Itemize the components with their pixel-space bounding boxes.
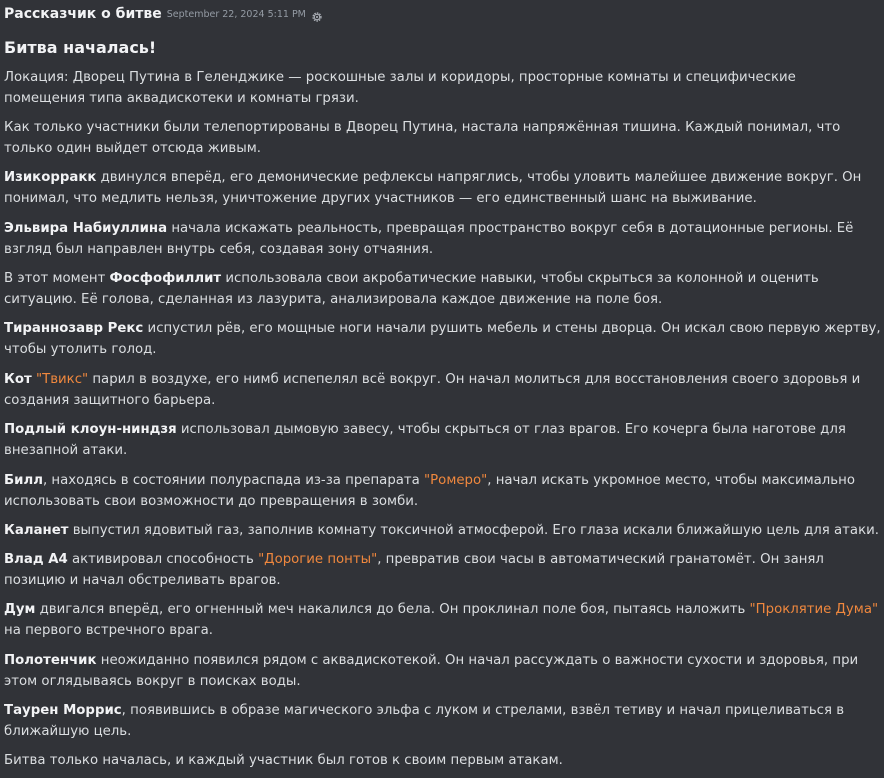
paragraph-clown [4,419,884,461]
character-name: Подлый клоун-ниндзя [4,422,177,437]
para-line: только один выйдет отсюда живым. [4,141,261,156]
para-line: Битва только началась, и каждый участник был готов к своим первым атакам. [4,753,563,768]
para-line: Как только участники были телепортированы в Дворец Путина, настала напряжённая тишина. Каждый понимал, что [4,120,841,135]
highlight-term: "Дорогие понты" [258,552,378,567]
paragraph-towel [4,650,884,692]
message-title: Битва началась! [4,38,157,57]
paragraph-cat [4,369,884,411]
para-line: помещения типа аквадискотеки и комнаты грязи. [4,91,359,106]
para-text: , появившись в образе магического эльфа с луком и стрелами, взвёл тетиву и начал прицеливаться в [121,703,845,718]
location-paragraph [4,67,884,109]
para-text: неожиданно появился рядом с аквадискотекой. Он начал рассуждать о важности сухости и здоровья, при [96,653,859,668]
highlight-term: "Ромеро" [424,473,488,488]
character-name: Тираннозавр Рекс [4,321,144,336]
paragraph-vlad [4,549,884,591]
character-name: Изикорракк [4,170,97,185]
para-text: парил в воздухе, его нимб испепелял всё вокруг. Он начал молиться для восстановления своего здоровья и [88,372,861,387]
para-line: внезапной атаки. [4,443,128,458]
para-text: , начал искать укромное место, чтобы максимально [487,473,855,488]
character-name: Дум [4,602,36,617]
para-line: позицию и начал обстреливать врагов. [4,573,281,588]
para-line: понимал, что медлить нельзя, уничтожение других участников — его единственный шанс на выживание. [4,191,757,206]
para-line: этом оглядываясь вокруг в поисках воды. [4,674,301,689]
intro-paragraph [4,117,884,159]
para-line: Локация: Дворец Путина в Геленджике — роскошные залы и коридоры, просторные комнаты и специфические [4,70,796,85]
para-text: двигался вперёд, его огненный меч накалился до бела. Он проклинал поле боя, пытаясь наложить [35,602,750,617]
character-name: Эльвира Набиуллина [4,221,168,236]
para-text: начала искажать реальность, превращая пространство вокруг себя в дотационные регионы. Её [167,221,854,236]
paragraph-elvira [4,218,884,260]
character-name: Каланет [4,523,69,538]
paragraph-fosfofillit [4,268,884,310]
highlight-term: "Проклятие Дума" [749,602,879,617]
para-text: , находясь в состоянии полураспада из-за препарата [42,473,425,488]
para-text: использовал дымовую завесу, чтобы скрыться от глаз врагов. Его кочерга была наготове для [176,422,846,437]
para-line: на первого встречного врага. [4,623,214,638]
para-line: ближайшую цель. [4,724,132,739]
author-name[interactable]: Рассказчик о битве [4,6,162,22]
para-line: использовать свои возможности до превращения в зомби. [4,494,419,509]
para-line: чтобы утолить голод. [4,342,157,357]
paragraph-tauren [4,700,884,742]
message-timestamp: September 22, 2024 5:11 PM [166,8,306,20]
paragraph-izikorrakk [4,167,884,209]
para-text: выпустил ядовитый газ, заполнив комнату токсичной атмосферой. Его глаза искали ближайшую цель для атаки. [68,523,879,538]
para-text: , превратив свои часы в автоматический гранатомёт. Он занял [377,552,824,567]
character-name: Фосфофиллит [109,271,222,286]
para-text: двинулся вперёд, его демонические рефлексы напряглись, чтобы уловить малейшее движение вокруг. Он [96,170,862,185]
paragraph-trex [4,318,884,360]
para-line: взгляд был направлен внутрь себя, создавая зону отчаяния. [4,242,434,257]
paragraph-kalanet [4,520,884,541]
paragraph-bill [4,470,884,512]
character-name: Влад А4 [4,552,68,567]
character-name: Кот [4,372,32,387]
para-text: использовала свои акробатические навыки, чтобы скрыться за колонной и оценить [221,271,819,286]
para-text: активировал способность [67,552,259,567]
highlight-term: "Твикс" [35,372,89,387]
para-line: ситуацию. Её голова, сделанная из лазурита, анализировала каждое движение на поле боя. [4,292,663,307]
gear-icon [311,8,323,20]
character-name: Билл [4,473,43,488]
para-text: испустил рёв, его мощные ноги начали рушить мебель и стены дворца. Он искал свою первую жертву, [143,321,881,336]
para-text: В этот момент [4,271,110,286]
paragraph-doom [4,599,884,641]
message-header [4,4,323,24]
outro-paragraph [4,750,884,771]
character-name: Полотенчик [4,653,97,668]
character-name: Таурен Моррис [4,703,122,718]
para-line: создания защитного барьера. [4,393,216,408]
